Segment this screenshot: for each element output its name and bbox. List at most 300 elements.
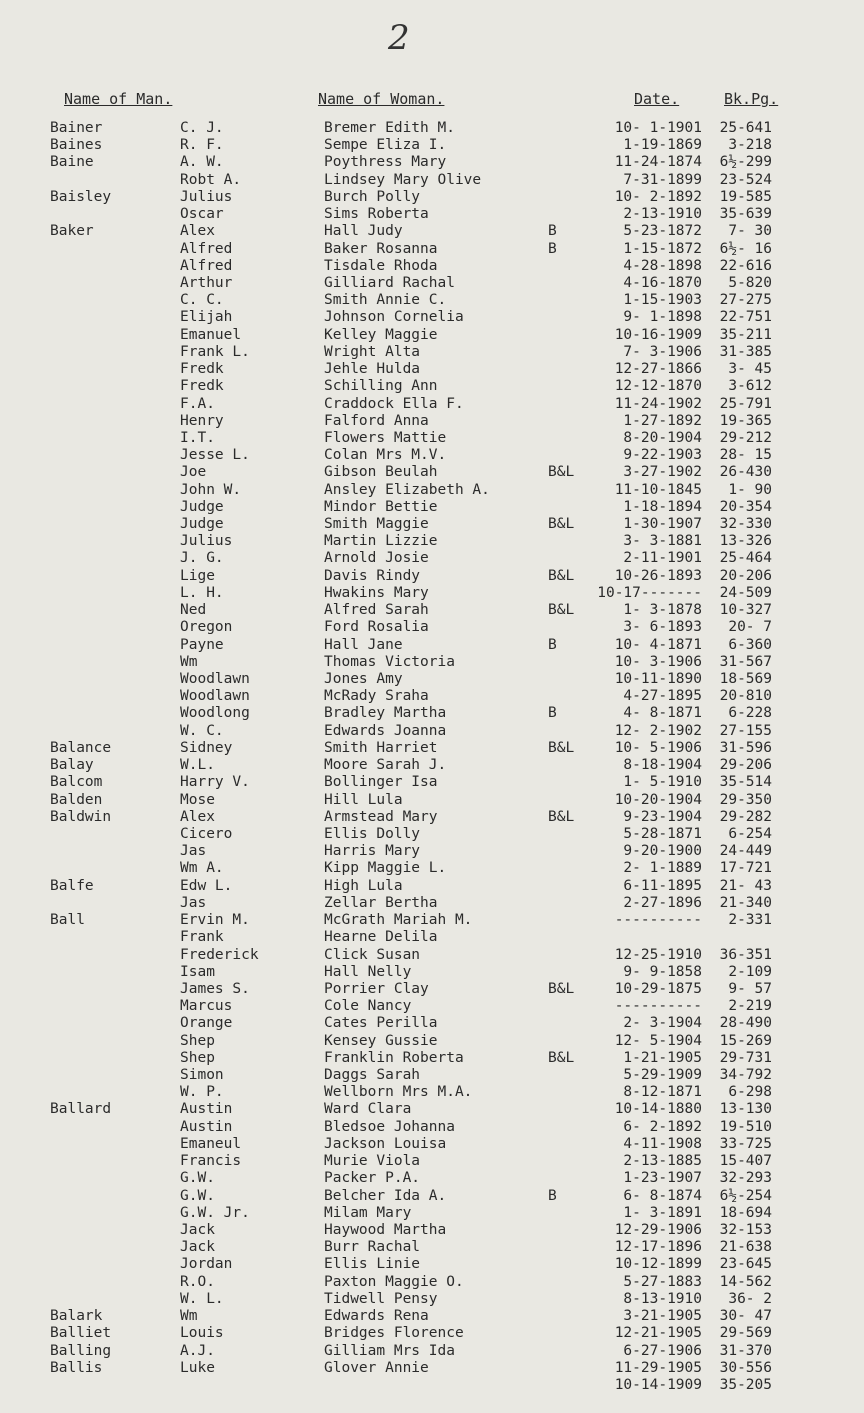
woman-name: Kensey Gussie bbox=[324, 1032, 438, 1049]
man-given-name: Jack bbox=[180, 1239, 215, 1256]
header-name-of-man: Name of Man. bbox=[64, 90, 173, 108]
record-row bbox=[0, 1377, 864, 1394]
book-page: 35-205 bbox=[719, 1376, 772, 1393]
book-page: 30-556 bbox=[719, 1359, 772, 1376]
record-list bbox=[0, 120, 864, 1394]
marriage-date: 12- 5-1904 bbox=[614, 1032, 702, 1049]
woman-name: Sempe Eliza I. bbox=[324, 137, 447, 154]
man-given-name: Julius bbox=[180, 533, 233, 550]
record-row bbox=[0, 705, 864, 722]
man-given-name: Joe bbox=[180, 464, 207, 481]
woman-name: Kipp Maggie L. bbox=[324, 860, 447, 877]
book-page: 20- 7 bbox=[728, 619, 772, 636]
marriage-date: ---------- bbox=[614, 998, 702, 1015]
book-page: 6-360 bbox=[728, 636, 772, 653]
record-row bbox=[0, 275, 864, 292]
record-row bbox=[0, 1239, 864, 1256]
book-page: 29-350 bbox=[719, 791, 772, 808]
man-given-name: Arthur bbox=[180, 274, 233, 291]
woman-name: Alfred Sarah bbox=[324, 602, 429, 619]
woman-name: Gilliard Rachal bbox=[324, 274, 455, 291]
marriage-date: 3- 6-1893 bbox=[623, 619, 702, 636]
woman-name: Flowers Mattie bbox=[324, 429, 447, 446]
woman-name: Baker Rosanna bbox=[324, 240, 438, 257]
book-page: 21- 43 bbox=[719, 877, 772, 894]
woman-name: Hill Lula bbox=[324, 791, 403, 808]
man-given-name: Shep bbox=[180, 1032, 215, 1049]
book-page: 1- 90 bbox=[728, 481, 772, 498]
man-given-name: W.L. bbox=[180, 757, 215, 774]
man-given-name: Judge bbox=[180, 516, 224, 533]
man-surname: Balden bbox=[50, 791, 103, 808]
book-page: 7- 30 bbox=[728, 223, 772, 240]
book-page: 31-370 bbox=[719, 1342, 772, 1359]
record-row bbox=[0, 585, 864, 602]
woman-name: Cole Nancy bbox=[324, 998, 412, 1015]
woman-name: Bledsoe Johanna bbox=[324, 1118, 455, 1135]
marriage-date: 10-14-1909 bbox=[614, 1376, 702, 1393]
woman-name: Johnson Cornelia bbox=[324, 309, 464, 326]
woman-name: Jones Amy bbox=[324, 671, 403, 687]
marriage-date: 3-27-1902 bbox=[623, 464, 702, 481]
man-given-name: C. J. bbox=[180, 120, 224, 136]
woman-name: Schilling Ann bbox=[324, 378, 438, 395]
woman-name: Kelley Maggie bbox=[324, 326, 438, 343]
man-surname: Ballard bbox=[50, 1101, 112, 1118]
man-given-name: R.O. bbox=[180, 1273, 215, 1290]
woman-name: Sims Roberta bbox=[324, 206, 429, 223]
record-row bbox=[0, 757, 864, 774]
book-page: 29-282 bbox=[719, 808, 772, 825]
woman-name: Tidwell Pensy bbox=[324, 1290, 438, 1307]
woman-name: Poythress Mary bbox=[324, 154, 447, 171]
marriage-date: 12-25-1910 bbox=[614, 946, 702, 963]
man-surname: Balcom bbox=[50, 774, 103, 791]
man-given-name: Alex bbox=[180, 223, 215, 240]
book-page: 10-327 bbox=[719, 602, 772, 619]
book-page: 2-109 bbox=[728, 963, 772, 980]
man-given-name: Simon bbox=[180, 1067, 224, 1084]
race-note: B&L bbox=[548, 602, 575, 619]
marriage-date: 1-19-1869 bbox=[623, 137, 702, 154]
marriage-date: 10-16-1909 bbox=[614, 326, 702, 343]
marriage-date: 12-29-1906 bbox=[614, 1222, 702, 1238]
record-row bbox=[0, 1050, 864, 1067]
record-row bbox=[0, 1033, 864, 1050]
marriage-date: 4-27-1895 bbox=[623, 688, 702, 705]
book-page: 31-596 bbox=[719, 739, 772, 756]
marriage-date: 12-17-1896 bbox=[614, 1239, 702, 1256]
man-given-name: Lige bbox=[180, 567, 215, 584]
woman-name: Mindor Bettie bbox=[324, 498, 438, 515]
marriage-date: 9- 9-1858 bbox=[623, 963, 702, 980]
man-given-name: Alfred bbox=[180, 240, 233, 257]
man-given-name: Jack bbox=[180, 1222, 215, 1238]
book-page: 36-351 bbox=[719, 946, 772, 963]
race-note: B bbox=[548, 223, 557, 240]
marriage-date: 7-31-1899 bbox=[623, 171, 702, 188]
record-row bbox=[0, 1015, 864, 1032]
book-page: 25-641 bbox=[719, 120, 772, 136]
man-given-name: Wm bbox=[180, 653, 198, 670]
marriage-date: 1-15-1903 bbox=[623, 292, 702, 309]
record-row bbox=[0, 1205, 864, 1222]
man-given-name: Payne bbox=[180, 636, 224, 653]
woman-name: Hwakins Mary bbox=[324, 584, 429, 601]
woman-name: Cates Perilla bbox=[324, 1015, 438, 1032]
record-row bbox=[0, 809, 864, 826]
book-page: 15-269 bbox=[719, 1032, 772, 1049]
record-row bbox=[0, 516, 864, 533]
book-page: 29-569 bbox=[719, 1325, 772, 1342]
marriage-date: 8-12-1871 bbox=[623, 1084, 702, 1101]
woman-name: Bradley Martha bbox=[324, 705, 447, 722]
marriage-date: 10-29-1875 bbox=[614, 980, 702, 997]
marriage-date: 2-13-1885 bbox=[623, 1153, 702, 1170]
marriage-date: 5-27-1883 bbox=[623, 1273, 702, 1290]
marriage-date: 9-22-1903 bbox=[623, 447, 702, 464]
marriage-date: 1-15-1872 bbox=[623, 240, 702, 257]
record-row bbox=[0, 223, 864, 240]
record-row bbox=[0, 120, 864, 137]
marriage-date: 10-26-1893 bbox=[614, 567, 702, 584]
man-given-name: Frank L. bbox=[180, 343, 250, 360]
page-number: 2 bbox=[388, 18, 410, 58]
marriage-date: 1-30-1907 bbox=[623, 516, 702, 533]
man-given-name: W. P. bbox=[180, 1084, 224, 1101]
book-page: 18-694 bbox=[719, 1204, 772, 1221]
book-page: 32-153 bbox=[719, 1222, 772, 1238]
marriage-date: 10-17------- bbox=[597, 584, 702, 601]
book-page: 14-562 bbox=[719, 1273, 772, 1290]
book-page: 19-585 bbox=[719, 188, 772, 205]
woman-name: Packer P.A. bbox=[324, 1170, 421, 1187]
book-page: 20-206 bbox=[719, 567, 772, 584]
man-given-name: Wm bbox=[180, 1308, 198, 1325]
marriage-date: 9-23-1904 bbox=[623, 808, 702, 825]
race-note: B bbox=[548, 240, 557, 257]
man-given-name: Luke bbox=[180, 1359, 215, 1376]
record-row bbox=[0, 1256, 864, 1273]
marriage-date: 10-11-1890 bbox=[614, 671, 702, 687]
book-page: 19-365 bbox=[719, 412, 772, 429]
record-row bbox=[0, 843, 864, 860]
record-row bbox=[0, 1188, 864, 1205]
book-page: 2-331 bbox=[728, 912, 772, 929]
book-page: 21-638 bbox=[719, 1239, 772, 1256]
marriage-date: 1- 5-1910 bbox=[623, 774, 702, 791]
marriage-date: 10-12-1899 bbox=[614, 1256, 702, 1273]
record-row bbox=[0, 723, 864, 740]
woman-name: Gilliam Mrs Ida bbox=[324, 1342, 455, 1359]
woman-name: Smith Maggie bbox=[324, 516, 429, 533]
man-given-name: Sidney bbox=[180, 739, 233, 756]
man-given-name: Louis bbox=[180, 1325, 224, 1342]
marriage-date: 5-28-1871 bbox=[623, 825, 702, 842]
book-page: 25-464 bbox=[719, 550, 772, 567]
man-given-name: Emanuel bbox=[180, 326, 242, 343]
man-surname: Baines bbox=[50, 137, 103, 154]
book-page: 18-569 bbox=[719, 671, 772, 687]
marriage-date: 1- 3-1878 bbox=[623, 602, 702, 619]
woman-name: Hall Jane bbox=[324, 636, 403, 653]
record-row bbox=[0, 981, 864, 998]
book-page: 26-430 bbox=[719, 464, 772, 481]
man-given-name: Frank bbox=[180, 929, 224, 946]
man-surname: Ballis bbox=[50, 1359, 103, 1376]
marriage-date: 10- 2-1892 bbox=[614, 188, 702, 205]
record-row bbox=[0, 964, 864, 981]
man-surname: Baine bbox=[50, 154, 94, 171]
marriage-date: 11-24-1902 bbox=[614, 395, 702, 412]
marriage-date: 8-18-1904 bbox=[623, 757, 702, 774]
marriage-date: 10-14-1880 bbox=[614, 1101, 702, 1118]
record-row bbox=[0, 619, 864, 636]
marriage-date: 5-23-1872 bbox=[623, 223, 702, 240]
book-page: 32-330 bbox=[719, 516, 772, 533]
book-page: 20-810 bbox=[719, 688, 772, 705]
man-given-name: Harry V. bbox=[180, 774, 250, 791]
marriage-date: 2-27-1896 bbox=[623, 894, 702, 911]
book-page: 3- 45 bbox=[728, 361, 772, 378]
record-row bbox=[0, 1170, 864, 1187]
record-row bbox=[0, 1084, 864, 1101]
record-row bbox=[0, 137, 864, 154]
woman-name: Armstead Mary bbox=[324, 808, 438, 825]
marriage-date: 6-11-1895 bbox=[623, 877, 702, 894]
book-page: 35-514 bbox=[719, 774, 772, 791]
book-page: 23-524 bbox=[719, 171, 772, 188]
record-row bbox=[0, 637, 864, 654]
book-page: 20-354 bbox=[719, 498, 772, 515]
man-surname: Balark bbox=[50, 1308, 103, 1325]
book-page: 29-206 bbox=[719, 757, 772, 774]
marriage-date: 1-23-1907 bbox=[623, 1170, 702, 1187]
record-row bbox=[0, 860, 864, 877]
book-page: 6½- 16 bbox=[719, 240, 772, 257]
record-row bbox=[0, 413, 864, 430]
race-note: B&L bbox=[548, 1049, 575, 1066]
record-row bbox=[0, 430, 864, 447]
book-page: 27-155 bbox=[719, 722, 772, 739]
book-page: 6-228 bbox=[728, 705, 772, 722]
marriage-date: 8-13-1910 bbox=[623, 1290, 702, 1307]
man-given-name: Cicero bbox=[180, 825, 233, 842]
man-given-name: Austin bbox=[180, 1118, 233, 1135]
header-name-of-woman: Name of Woman. bbox=[318, 90, 445, 108]
woman-name: McGrath Mariah M. bbox=[324, 912, 473, 929]
woman-name: Zellar Bertha bbox=[324, 894, 438, 911]
man-given-name: Woodlawn bbox=[180, 688, 250, 705]
record-row bbox=[0, 1274, 864, 1291]
man-given-name: Henry bbox=[180, 412, 224, 429]
woman-name: Hall Judy bbox=[324, 223, 403, 240]
book-page: 13-130 bbox=[719, 1101, 772, 1118]
woman-name: Ansley Elizabeth A. bbox=[324, 481, 490, 498]
woman-name: Martin Lizzie bbox=[324, 533, 438, 550]
man-given-name: Fredk bbox=[180, 378, 224, 395]
record-row bbox=[0, 1067, 864, 1084]
woman-name: Click Susan bbox=[324, 946, 421, 963]
race-note: B bbox=[548, 636, 557, 653]
book-page: 6-298 bbox=[728, 1084, 772, 1101]
marriage-date: 6-27-1906 bbox=[623, 1342, 702, 1359]
book-page: 33-725 bbox=[719, 1135, 772, 1152]
woman-name: Belcher Ida A. bbox=[324, 1187, 447, 1204]
record-row bbox=[0, 258, 864, 275]
marriage-date: 8-20-1904 bbox=[623, 429, 702, 446]
marriage-date: 11-10-1845 bbox=[614, 481, 702, 498]
record-row bbox=[0, 1360, 864, 1377]
marriage-date: 9- 1-1898 bbox=[623, 309, 702, 326]
man-given-name: Jas bbox=[180, 894, 207, 911]
book-page: 24-509 bbox=[719, 584, 772, 601]
man-given-name: Isam bbox=[180, 963, 215, 980]
man-given-name: Robt A. bbox=[180, 171, 242, 188]
record-row bbox=[0, 533, 864, 550]
man-given-name: A.J. bbox=[180, 1342, 215, 1359]
man-given-name: Emaneul bbox=[180, 1135, 242, 1152]
man-given-name: Oregon bbox=[180, 619, 233, 636]
record-row bbox=[0, 344, 864, 361]
record-row bbox=[0, 550, 864, 567]
marriage-date: 4- 8-1871 bbox=[623, 705, 702, 722]
marriage-date: 12-12-1870 bbox=[614, 378, 702, 395]
man-given-name: Frederick bbox=[180, 946, 259, 963]
marriage-date: 7- 3-1906 bbox=[623, 343, 702, 360]
record-row bbox=[0, 292, 864, 309]
record-row bbox=[0, 378, 864, 395]
book-page: 36- 2 bbox=[728, 1290, 772, 1307]
race-note: B bbox=[548, 1187, 557, 1204]
record-row bbox=[0, 464, 864, 481]
man-given-name: C. C. bbox=[180, 292, 224, 309]
woman-name: Murie Viola bbox=[324, 1153, 421, 1170]
book-page: 28- 15 bbox=[719, 447, 772, 464]
record-row bbox=[0, 912, 864, 929]
race-note: B&L bbox=[548, 739, 575, 756]
marriage-date: 10- 1-1901 bbox=[614, 120, 702, 136]
record-row bbox=[0, 740, 864, 757]
woman-name: Hearne Delila bbox=[324, 929, 438, 946]
man-given-name: Judge bbox=[180, 498, 224, 515]
man-surname: Balliet bbox=[50, 1325, 112, 1342]
book-page: 19-510 bbox=[719, 1118, 772, 1135]
record-row bbox=[0, 929, 864, 946]
book-page: 29-212 bbox=[719, 429, 772, 446]
marriage-date: 3-21-1905 bbox=[623, 1308, 702, 1325]
woman-name: Arnold Josie bbox=[324, 550, 429, 567]
woman-name: Milam Mary bbox=[324, 1204, 412, 1221]
marriage-date: 10- 5-1906 bbox=[614, 739, 702, 756]
man-surname: Balay bbox=[50, 757, 94, 774]
woman-name: Jackson Louisa bbox=[324, 1135, 447, 1152]
woman-name: Hall Nelly bbox=[324, 963, 412, 980]
marriage-date: 5-29-1909 bbox=[623, 1067, 702, 1084]
woman-name: Ford Rosalia bbox=[324, 619, 429, 636]
man-given-name: Ned bbox=[180, 602, 207, 619]
man-given-name: G.W. Jr. bbox=[180, 1204, 250, 1221]
man-given-name: A. W. bbox=[180, 154, 224, 171]
record-row bbox=[0, 1119, 864, 1136]
woman-name: High Lula bbox=[324, 877, 403, 894]
record-row bbox=[0, 998, 864, 1015]
record-row bbox=[0, 189, 864, 206]
record-row bbox=[0, 895, 864, 912]
record-row bbox=[0, 602, 864, 619]
man-given-name: W. C. bbox=[180, 722, 224, 739]
man-surname: Baldwin bbox=[50, 808, 112, 825]
man-given-name: James S. bbox=[180, 980, 250, 997]
woman-name: McRady Sraha bbox=[324, 688, 429, 705]
book-page: 34-792 bbox=[719, 1067, 772, 1084]
record-row bbox=[0, 154, 864, 171]
marriage-date: 11-24-1874 bbox=[614, 154, 702, 171]
man-given-name: Mose bbox=[180, 791, 215, 808]
woman-name: Lindsey Mary Olive bbox=[324, 171, 482, 188]
man-surname: Baker bbox=[50, 223, 94, 240]
book-page: 2-219 bbox=[728, 998, 772, 1015]
woman-name: Glover Annie bbox=[324, 1359, 429, 1376]
man-given-name: Woodlong bbox=[180, 705, 250, 722]
man-given-name: John W. bbox=[180, 481, 242, 498]
man-given-name: Austin bbox=[180, 1101, 233, 1118]
race-note: B bbox=[548, 705, 557, 722]
book-page: 25-791 bbox=[719, 395, 772, 412]
book-page: 5-820 bbox=[728, 274, 772, 291]
record-row bbox=[0, 1343, 864, 1360]
man-given-name: Alex bbox=[180, 808, 215, 825]
marriage-date: 6- 2-1892 bbox=[623, 1118, 702, 1135]
woman-name: Burr Rachal bbox=[324, 1239, 421, 1256]
marriage-date: 12-21-1905 bbox=[614, 1325, 702, 1342]
record-row bbox=[0, 688, 864, 705]
woman-name: Colan Mrs M.V. bbox=[324, 447, 447, 464]
book-page: 6½-299 bbox=[719, 154, 772, 171]
book-page: 24-449 bbox=[719, 843, 772, 860]
header-date: Date. bbox=[634, 90, 680, 108]
book-page: 6½-254 bbox=[719, 1187, 772, 1204]
book-page: 27-275 bbox=[719, 292, 772, 309]
record-row bbox=[0, 1136, 864, 1153]
man-surname: Balance bbox=[50, 739, 112, 756]
woman-name: Wellborn Mrs M.A. bbox=[324, 1084, 473, 1101]
record-row bbox=[0, 327, 864, 344]
record-row bbox=[0, 396, 864, 413]
marriage-date: 6- 8-1874 bbox=[623, 1187, 702, 1204]
woman-name: Wright Alta bbox=[324, 343, 421, 360]
man-given-name: I.T. bbox=[180, 429, 215, 446]
woman-name: Burch Polly bbox=[324, 188, 421, 205]
woman-name: Smith Annie C. bbox=[324, 292, 447, 309]
record-row bbox=[0, 774, 864, 791]
marriage-date: 9-20-1900 bbox=[623, 843, 702, 860]
book-page: 21-340 bbox=[719, 894, 772, 911]
record-row bbox=[0, 447, 864, 464]
marriage-date: 10-20-1904 bbox=[614, 791, 702, 808]
woman-name: Edwards Joanna bbox=[324, 722, 447, 739]
man-given-name: Francis bbox=[180, 1153, 242, 1170]
man-surname: Balfe bbox=[50, 877, 94, 894]
book-page: 35-639 bbox=[719, 206, 772, 223]
woman-name: Thomas Victoria bbox=[324, 653, 455, 670]
record-row bbox=[0, 172, 864, 189]
woman-name: Franklin Roberta bbox=[324, 1049, 464, 1066]
record-row bbox=[0, 1308, 864, 1325]
marriage-date: 4-11-1908 bbox=[623, 1135, 702, 1152]
marriage-date: 1- 3-1891 bbox=[623, 1204, 702, 1221]
man-given-name: Ervin M. bbox=[180, 912, 250, 929]
